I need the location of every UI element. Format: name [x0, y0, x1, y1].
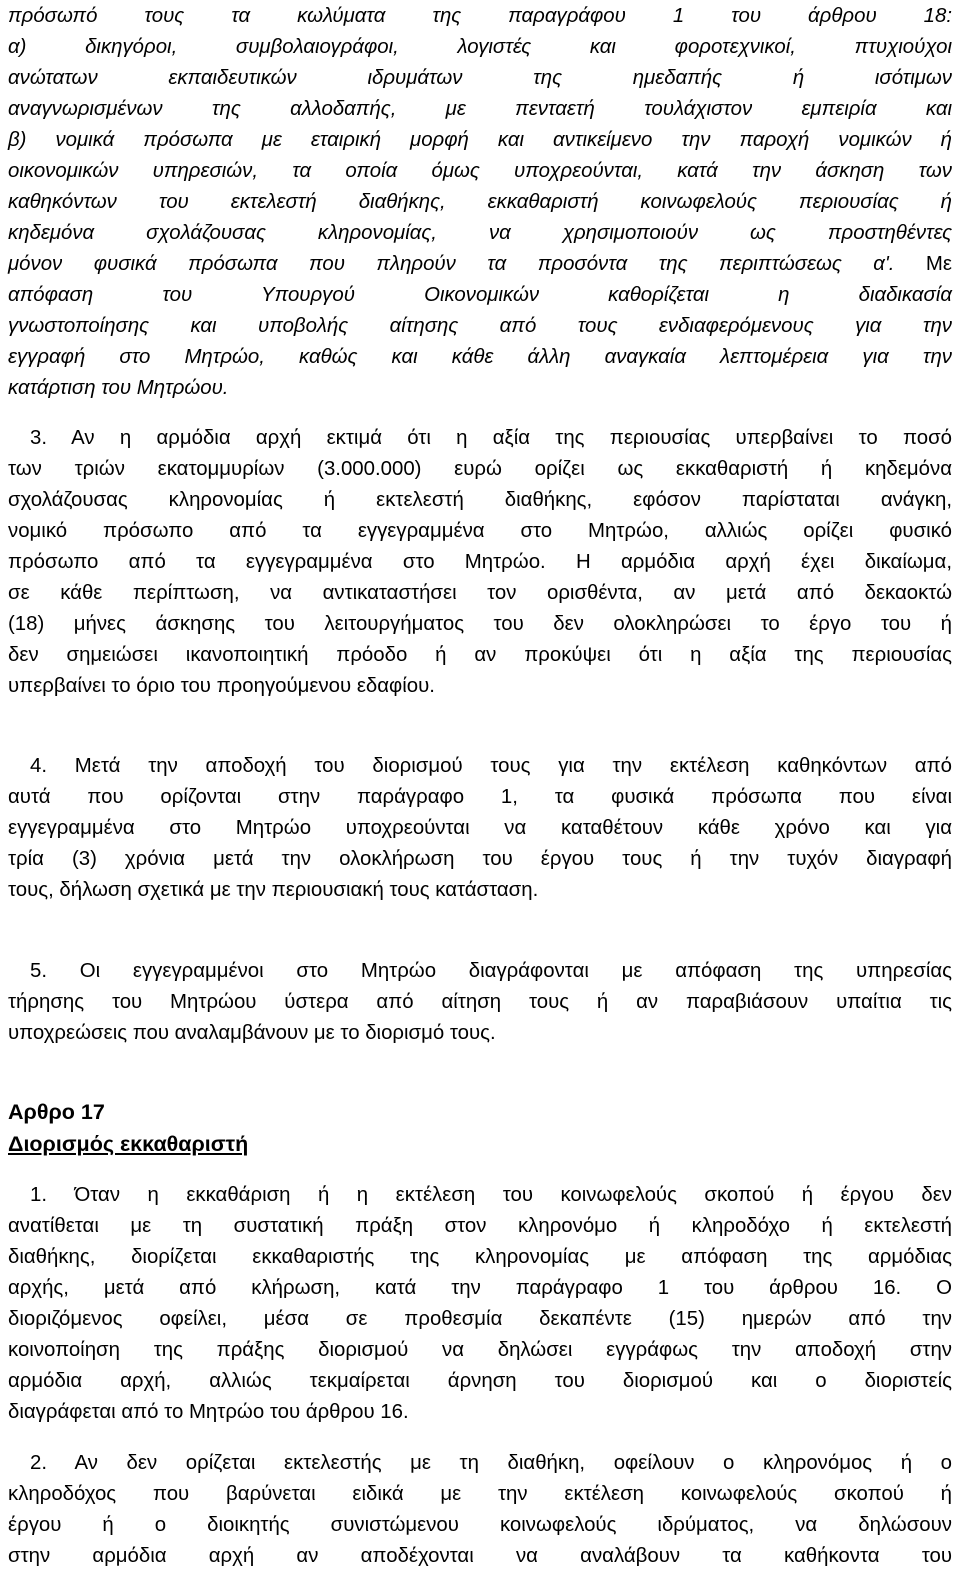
text-span: Αν η αρμόδια αρχή εκτιμά ότι η αξία της περιουσίας υπερβαίνει το ποσό — [71, 427, 952, 449]
text-line: έργου ή ο διοικητής συνιστώμενου κοινωφελούς ιδρύματος, να δηλώσουν — [8, 1514, 952, 1536]
text-line: καθηκόντων του εκτελεστή διαθήκης, εκκαθαριστή κοινωφελούς περιουσίας ή — [8, 191, 952, 213]
text-line: γνωστοποίησης και υποβολής αίτησης από τους ενδιαφερόμενους για την — [8, 315, 952, 337]
text-line: απόφαση του Υπουργού Οικονομικών καθορίζεται η διαδικασία — [8, 284, 952, 306]
text-line: α) δικηγόροι, συμβολαιογράφοι, λογιστές και φοροτεχνικοί, πτυχιούχοι — [8, 36, 952, 58]
text-line: σχολάζουσας κληρονομίας ή εκτελεστή διαθήκης, εφόσον παρίσταται ανάγκη, — [8, 489, 952, 511]
text-line: τους, δήλωση σχετικά με την περιουσιακή τους κατάσταση. — [8, 879, 539, 901]
text-span: μόνον φυσικά πρόσωπα που πληρούν τα προσόντα της περιπτώσεως α'. — [8, 253, 895, 275]
text-line: αρχής, μετά από κλήρωση, κατά την παράγραφο 1 του άρθρου 16. Ο — [8, 1277, 952, 1299]
text-span: Οι εγγεγραμμένοι στο Μητρώο διαγράφονται με απόφαση της υπηρεσίας — [79, 960, 952, 982]
text-line: κατάρτιση του Μητρώου. — [8, 377, 229, 399]
text-line: (18) μήνες άσκησης του λειτουργήματος του δεν ολοκληρώσει το έργο του ή — [8, 613, 952, 635]
paragraph-number: 3. — [30, 427, 48, 449]
paragraph-first-line — [8, 422, 952, 454]
text-line: οικονομικών υπηρεσιών, τα οποία όμως υποχρεούνται, κατά την άσκηση των — [8, 160, 952, 182]
text-line: πρόσωπό τους τα κωλύματα της παραγράφου 1 του άρθρου 18: — [8, 5, 952, 27]
text-line: κοινοποίηση της πράξης διορισμού να δηλώσει εγγράφως την αποδοχή στην — [8, 1339, 952, 1361]
text-line: των τριών εκατομμυρίων (3.000.000) ευρώ ορίζει ως εκκαθαριστή ή κηδεμόνα — [8, 458, 952, 480]
text-line: νομικό πρόσωπο από τα εγγεγραμμένα στο Μητρώο, αλλιώς ορίζει φυσικό — [8, 520, 952, 542]
text-span: Με — [925, 253, 952, 275]
paragraph-number: 5. — [30, 960, 48, 982]
text-line: κληροδόχος που βαρύνεται ειδικά με την εκτέλεση κοινωφελούς σκοπού ή — [8, 1483, 952, 1505]
text-line: τήρησης του Μητρώου ύστερα από αίτηση τους ή αν παραβιάσουν υπαίτια τις — [8, 991, 952, 1013]
paragraph-number: 4. — [30, 755, 48, 777]
paragraph-first-line — [8, 955, 952, 987]
paragraph-first-line — [8, 1179, 952, 1211]
text-line: σε κάθε περίπτωση, να αντικαταστήσει τον ορισθέντα, αν μετά από δεκαοκτώ — [8, 582, 952, 604]
paragraph-first-line — [8, 750, 952, 782]
text-line: αρμόδια αρχή, αλλιώς τεκμαίρεται άρνηση του διορισμού και ο διοριστείς — [8, 1370, 952, 1392]
text-line: εγγραφή στο Μητρώο, καθώς και κάθε άλλη αναγκαία λεπτομέρεια για την — [8, 346, 952, 368]
paragraph-number: 2. — [30, 1452, 48, 1474]
text-line: εγγεγραμμένα στο Μητρώο υποχρεούνται να καταθέτουν κάθε χρόνο και για — [8, 817, 952, 839]
text-line: στην αρμόδια αρχή αν αποδέχονται να αναλάβουν τα καθήκοντα του — [8, 1545, 952, 1567]
text-line: υπερβαίνει το όριο του προηγούμενου εδαφίου. — [8, 675, 435, 697]
article-heading: Αρθρο 17 — [8, 1100, 105, 1124]
text-line: ανατίθεται με τη συστατική πράξη στον κληρονόμο ή κληροδόχο ή εκτελεστή — [8, 1215, 952, 1237]
text-line: πρόσωπο από τα εγγεγραμμένα στο Μητρώο. Η αρμόδια αρχή έχει δικαίωμα, — [8, 551, 952, 573]
text-line: αναγνωρισμένων της αλλοδαπής, με πενταετή τουλάχιστον εμπειρία και — [8, 98, 952, 120]
text-line — [8, 248, 952, 280]
text-line: τρία (3) χρόνια μετά την ολοκλήρωση του έργου τους ή την τυχόν διαγραφή — [8, 848, 952, 870]
text-line: δεν σημειώσει ικανοποιητική πρόοδο ή αν προκύψει ότι η αξία της περιουσίας — [8, 644, 952, 666]
text-line: ανώτατων εκπαιδευτικών ιδρυμάτων της ημεδαπής ή ισότιμων — [8, 67, 952, 89]
text-line: αυτά που ορίζονται στην παράγραφο 1, τα φυσικά πρόσωπα που είναι — [8, 786, 952, 808]
text-line: β) νομικά πρόσωπα με εταιρική μορφή και αντικείμενο την παροχή νομικών ή — [8, 129, 952, 151]
text-line: υποχρεώσεις που αναλαμβάνουν με το διορισμό τους. — [8, 1022, 496, 1044]
paragraph-first-line — [8, 1447, 952, 1479]
paragraph-number: 1. — [30, 1184, 48, 1206]
text-line: διοριζόμενος οφείλει, μέσα σε προθεσμία δεκαπέντε (15) ημερών από την — [8, 1308, 952, 1330]
text-line: διαγράφεται από το Μητρώο του άρθρου 16. — [8, 1401, 409, 1423]
text-span: Όταν η εκκαθάριση ή η εκτέλεση του κοινωφελούς σκοπού ή έργου δεν — [74, 1184, 953, 1206]
article-title: Διορισμός εκκαθαριστή — [8, 1132, 249, 1156]
text-span: Μετά την αποδοχή του διορισμού τους για την εκτέλεση καθηκόντων από — [74, 755, 953, 777]
text-span: Αν δεν ορίζεται εκτελεστής με τη διαθήκη, οφείλουν ο κληρονόμος ή ο — [74, 1452, 952, 1474]
text-line: διαθήκης, διορίζεται εκκαθαριστής της κληρονομίας με απόφαση της αρμόδιας — [8, 1246, 952, 1268]
text-line: κηδεμόνα σχολάζουσας κληρονομίας, να χρησιμοποιούν ως προστηθέντες — [8, 222, 952, 244]
